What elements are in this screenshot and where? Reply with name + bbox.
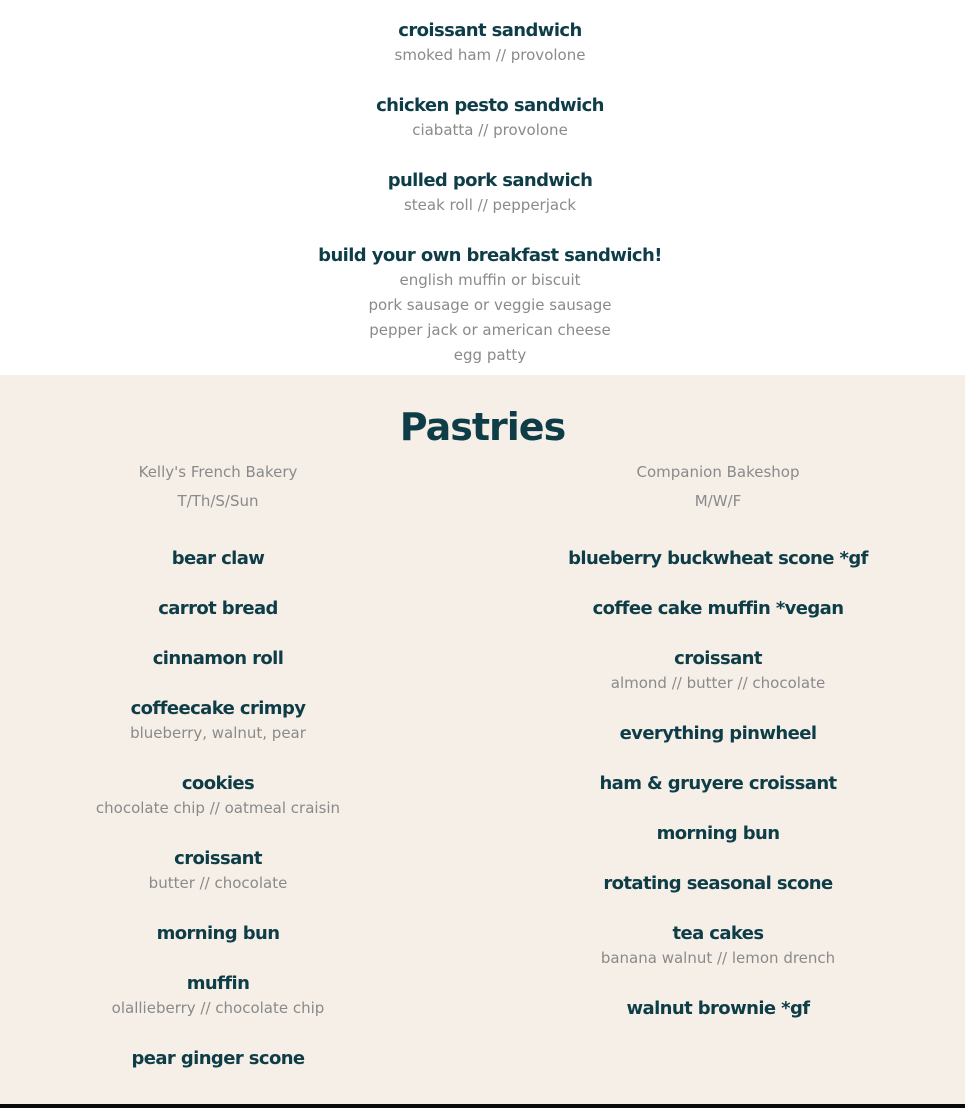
- item-name: tea cakes: [672, 923, 764, 944]
- bottom-edge-bar: [0, 1104, 965, 1108]
- menu-item: [500, 822, 936, 846]
- menu-item: [500, 997, 936, 1021]
- item-name: build your own breakfast sandwich!: [318, 245, 662, 266]
- menu-item: [0, 597, 436, 621]
- item-name: bear claw: [171, 548, 265, 569]
- menu-item: [0, 772, 436, 821]
- item-name: rotating seasonal scone: [603, 873, 833, 894]
- item-name: morning bun: [656, 823, 780, 844]
- item-name: pulled pork sandwich: [387, 170, 593, 191]
- item-name: morning bun: [156, 923, 280, 944]
- item-detail: olallieberry // chocolate chip: [111, 999, 325, 1017]
- item-detail: ciabatta // provolone: [412, 121, 568, 139]
- item-name: carrot bread: [158, 598, 278, 619]
- menu-item: [500, 597, 936, 621]
- menu-item: [500, 547, 936, 571]
- menu-item: [500, 722, 936, 746]
- item-name: chicken pesto sandwich: [376, 95, 604, 116]
- bakery-days: M/W/F: [694, 492, 742, 510]
- menu-item: [0, 922, 436, 946]
- bakery-name: Companion Bakeshop: [636, 463, 800, 481]
- menu-item: [0, 647, 436, 671]
- item-detail: banana walnut // lemon drench: [600, 949, 836, 967]
- item-name: croissant sandwich: [398, 20, 582, 41]
- pastries-section: [0, 375, 965, 1104]
- menu-item: [500, 872, 936, 896]
- item-detail: almond // butter // chocolate: [610, 674, 826, 692]
- item-name: cinnamon roll: [152, 648, 284, 669]
- menu-item: [0, 244, 965, 368]
- item-detail: smoked ham // provolone: [394, 46, 586, 64]
- item-name: ham & gruyere croissant: [599, 773, 837, 794]
- menu-item: [0, 547, 436, 571]
- section-title: Pastries: [399, 405, 566, 449]
- menu-item: [0, 1047, 436, 1071]
- menu-item: [500, 772, 936, 796]
- menu-item: [500, 647, 936, 696]
- item-detail: blueberry, walnut, pear: [130, 724, 306, 742]
- menu-item: [500, 922, 936, 971]
- menu-item: [0, 697, 436, 746]
- sandwich-section: [0, 0, 965, 375]
- item-detail: pepper jack or american cheese: [369, 321, 611, 339]
- menu-item: [0, 19, 965, 68]
- item-detail: steak roll // pepperjack: [403, 196, 577, 214]
- item-name: pear ginger scone: [131, 1048, 305, 1069]
- item-name: muffin: [186, 973, 250, 994]
- item-name: coffee cake muffin *vegan: [592, 598, 844, 619]
- item-name: coffeecake crimpy: [130, 698, 306, 719]
- menu-item: [0, 94, 965, 143]
- item-name: blueberry buckwheat scone *gf: [568, 548, 868, 569]
- item-name: cookies: [181, 773, 255, 794]
- menu-item: [0, 847, 436, 896]
- item-detail: egg patty: [453, 346, 527, 364]
- menu-item: [0, 169, 965, 218]
- item-name: croissant: [174, 848, 262, 869]
- item-name: croissant: [674, 648, 762, 669]
- item-detail: english muffin or biscuit: [399, 271, 581, 289]
- menu-item: [0, 972, 436, 1021]
- item-name: everything pinwheel: [619, 723, 817, 744]
- bakery-days: T/Th/S/Sun: [177, 492, 259, 510]
- item-detail: pork sausage or veggie sausage: [368, 296, 612, 314]
- item-name: walnut brownie *gf: [626, 998, 810, 1019]
- item-detail: chocolate chip // oatmeal craisin: [95, 799, 341, 817]
- bakery-name: Kelly's French Bakery: [138, 463, 298, 481]
- item-detail: butter // chocolate: [148, 874, 288, 892]
